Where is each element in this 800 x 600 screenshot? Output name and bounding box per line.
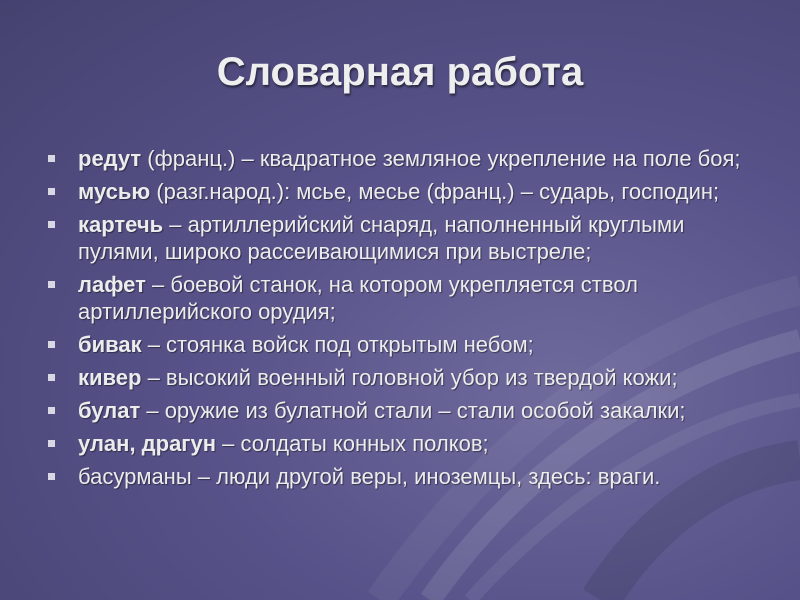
definition: – артиллерийский снаряд, наполненный круглыми пулями, широко рассеивающимися при выстреле; bbox=[78, 212, 685, 264]
square-bullet-icon bbox=[48, 440, 55, 447]
square-bullet-icon bbox=[48, 407, 55, 414]
definition: – боевой станок, на котором укрепляется ствол артиллерийского орудия; bbox=[78, 272, 638, 324]
definition: (разг.народ.): мсье, месье (франц.) – сударь, господин; bbox=[150, 179, 720, 204]
term: улан, драгун bbox=[78, 431, 216, 456]
square-bullet-icon bbox=[48, 281, 55, 288]
term: мусью bbox=[78, 179, 151, 204]
list-item bbox=[42, 331, 762, 358]
definition: – солдаты конных полков; bbox=[216, 431, 489, 456]
definition: – оружие из булатной стали – стали особой закалки; bbox=[140, 398, 686, 423]
square-bullet-icon bbox=[48, 188, 55, 195]
list-item bbox=[42, 145, 762, 172]
list-item bbox=[42, 397, 762, 424]
definition: басурманы – люди другой веры, иноземцы, здесь: враги. bbox=[78, 464, 661, 489]
vocabulary-list bbox=[42, 145, 762, 496]
list-item bbox=[42, 271, 762, 325]
term: булат bbox=[78, 398, 141, 423]
term: картечь bbox=[78, 212, 164, 237]
square-bullet-icon bbox=[48, 341, 55, 348]
square-bullet-icon bbox=[48, 155, 55, 162]
term: лафет bbox=[78, 272, 146, 297]
square-bullet-icon bbox=[48, 374, 55, 381]
square-bullet-icon bbox=[48, 221, 55, 228]
definition: (франц.) – квадратное земляное укрепление на поле боя; bbox=[141, 146, 741, 171]
definition: – высокий военный головной убор из твердой кожи; bbox=[141, 365, 678, 390]
list-item bbox=[42, 463, 762, 490]
term: бивак bbox=[78, 332, 142, 357]
term: редут bbox=[78, 146, 142, 171]
slide-title: Словарная работа bbox=[216, 50, 584, 94]
definition: – стоянка войск под открытым небом; bbox=[141, 332, 534, 357]
list-item bbox=[42, 211, 762, 265]
list-item bbox=[42, 364, 762, 391]
square-bullet-icon bbox=[48, 473, 55, 480]
list-item bbox=[42, 178, 762, 205]
list-item bbox=[42, 430, 762, 457]
term: кивер bbox=[78, 365, 142, 390]
